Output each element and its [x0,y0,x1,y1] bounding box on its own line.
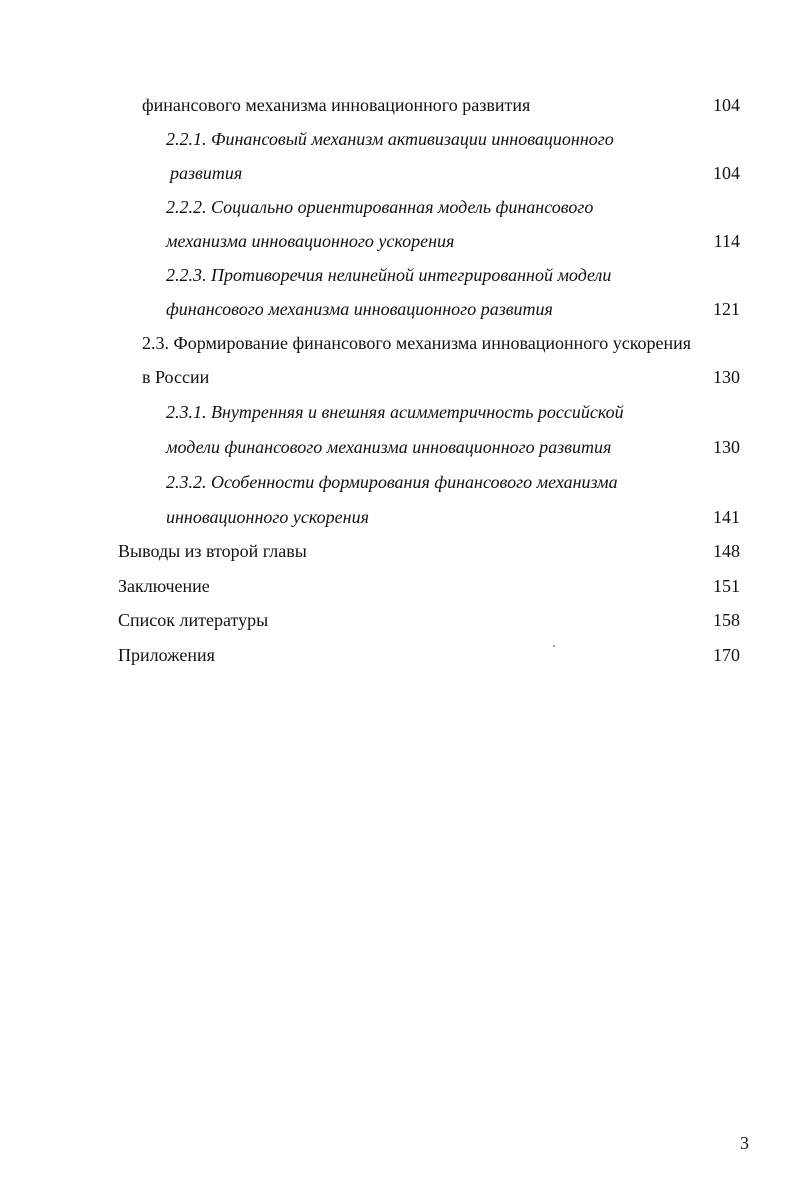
toc-entry-conclusion-page: 151 [713,576,740,596]
toc-entry-2-3-line-2: в России [142,367,210,387]
toc-entry-2-3-1-line-1: 2.3.1. Внутренняя и внешняя асимметричность российской [166,402,624,422]
toc-entry-2-2-1-line-2: развития [170,163,243,183]
toc-entry-2-2-2-page: 114 [713,231,740,251]
toc-entry-2-2-1-line-1: 2.2.1. Финансовый механизм активизации инновационного [166,129,614,149]
toc-entry-2-3-1-line-2: модели финансового механизма инновационного развития [166,437,612,457]
toc-entry-2-2-3-page: 121 [713,299,740,319]
scan-speck [553,645,555,647]
toc-entry-2-2-3-line-1: 2.2.3. Противоречия нелинейной интегрированной модели [166,265,612,285]
toc-entry-2-3-line-1: 2.3. Формирование финансового механизма инновационного ускорения [142,333,692,353]
toc-entry-conclusions-ch2-page: 148 [713,541,740,561]
toc-entry-appendices-page: 170 [713,645,740,665]
toc-entry-appendices-line-1: Приложения [118,645,215,665]
toc-entry-conclusions-ch2-line-1: Выводы из второй главы [118,541,307,561]
page-number: 3 [740,1133,749,1153]
toc-entry-references-line-1: Список литературы [118,610,269,630]
toc-entry-2-3-page: 130 [713,367,740,387]
toc-entry-2-2-cont-page: 104 [713,95,740,115]
toc-entry-2-2-cont-line-1: финансового механизма инновационного развития [142,95,531,115]
toc-entry-2-3-2-line-1: 2.3.2. Особенности формирования финансового механизма [166,472,618,492]
toc-entry-2-2-3-line-2: финансового механизма инновационного развития [166,299,553,319]
toc-entry-2-2-1-page: 104 [713,163,740,183]
toc-entry-2-2-2-line-1: 2.2.2. Социально ориентированная модель финансового [166,197,594,217]
toc-entry-2-3-1-page: 130 [713,437,740,457]
toc-entry-references-page: 158 [713,610,740,630]
toc-entry-2-3-2-line-2: инновационного ускорения [166,507,369,527]
toc-entry-2-2-2-line-2: механизма инновационного ускорения [166,231,455,251]
toc-entry-2-3-2-page: 141 [713,507,740,527]
toc-entry-conclusion-line-1: Заключение [118,576,210,596]
